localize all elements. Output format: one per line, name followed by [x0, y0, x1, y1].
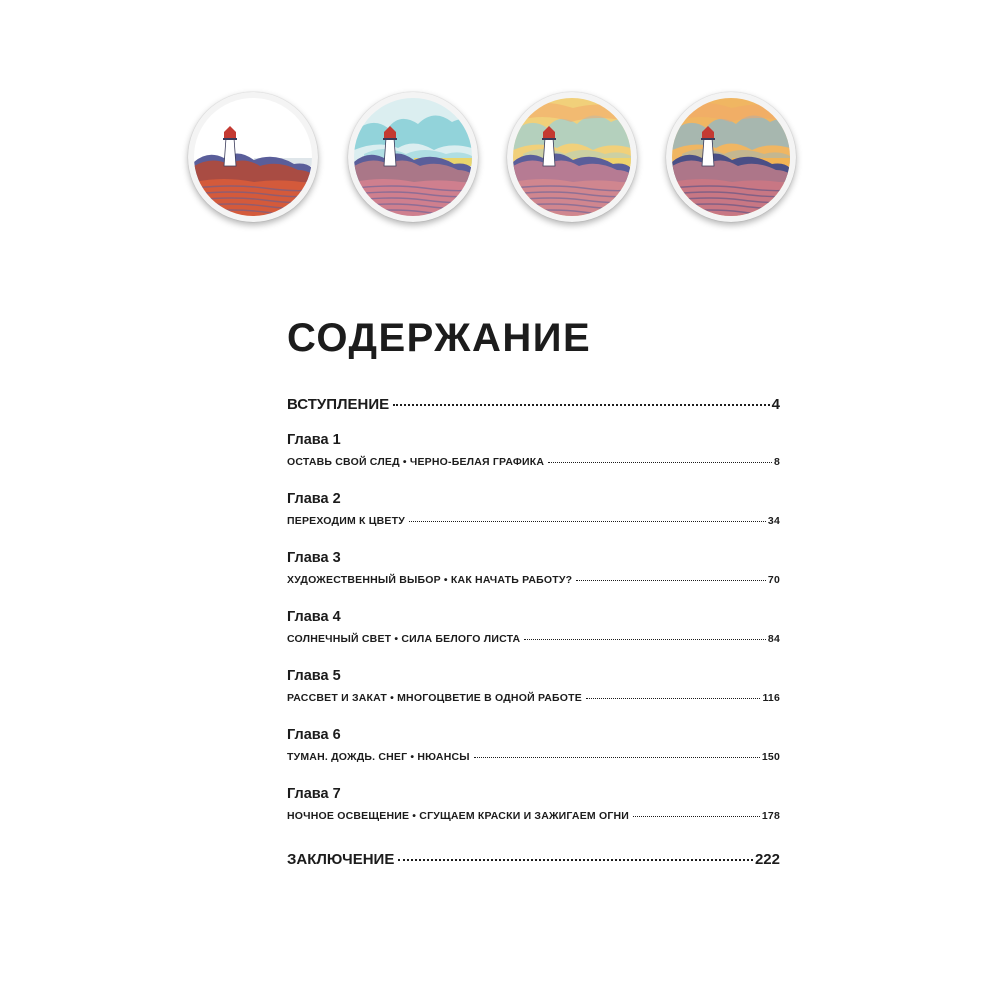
chapter-title: ХУДОЖЕСТВЕННЫЙ ВЫБОР • КАК НАЧАТЬ РАБОТУ? [287, 574, 573, 586]
chapter-title: СОЛНЕЧНЫЙ СВЕТ • СИЛА БЕЛОГО ЛИСТА [287, 633, 521, 645]
page-number: 8 [773, 456, 780, 468]
toc-entry-chapter-5[interactable] [287, 692, 780, 708]
dot-leader [524, 639, 766, 640]
dot-leader [474, 757, 760, 758]
lighthouse-lantern [543, 132, 555, 139]
page-number: 4 [771, 396, 780, 413]
toc-chapter-4 [287, 607, 780, 666]
chapter-label: Глава 4 [287, 609, 341, 625]
page-title: СОДЕРЖАНИЕ [287, 316, 592, 360]
page-number: 222 [754, 851, 780, 868]
toc-entry-intro[interactable] [287, 396, 780, 424]
chapter-label: Глава 1 [287, 432, 341, 448]
lighthouse-illustration-2 [348, 92, 478, 222]
lighthouse-tower [224, 138, 236, 166]
chapter-label: Глава 7 [287, 786, 341, 802]
toc-entry-chapter-4[interactable] [287, 633, 780, 649]
chapter-title: ТУМАН. ДОЖДЬ. СНЕГ • НЮАНСЫ [287, 751, 470, 763]
lighthouse-gallery [701, 138, 715, 140]
page-number: 116 [762, 692, 780, 704]
chapter-label: Глава 3 [287, 550, 341, 566]
toc-entry-label: ВСТУПЛЕНИЕ [287, 396, 390, 413]
table-of-contents [287, 396, 780, 879]
lighthouse-picture-3 [513, 98, 631, 216]
lighthouse-illustration-4 [666, 92, 796, 222]
toc-chapter-7 [287, 784, 780, 843]
toc-chapter-2 [287, 489, 780, 548]
lighthouse-picture-2 [354, 98, 472, 216]
illustration-row [0, 0, 1000, 240]
toc-chapter-1 [287, 430, 780, 489]
lighthouse-lantern [702, 132, 714, 139]
page-number: 70 [767, 574, 780, 586]
dot-leader [548, 462, 772, 463]
toc-entry-chapter-1[interactable] [287, 456, 780, 472]
dot-leader [633, 816, 760, 817]
dot-leader [398, 859, 753, 861]
lighthouse-tower [384, 138, 396, 166]
toc-entry-conclusion[interactable] [287, 851, 780, 879]
toc-chapter-3 [287, 548, 780, 607]
lighthouse-gallery [383, 138, 397, 140]
toc-entry-chapter-6[interactable] [287, 751, 780, 767]
lighthouse-lantern [384, 132, 396, 139]
dot-leader [409, 521, 766, 522]
toc-entry-chapter-3[interactable] [287, 574, 780, 590]
lighthouse-gallery [223, 138, 237, 140]
chapter-title: РАССВЕТ И ЗАКАТ • МНОГОЦВЕТИЕ В ОДНОЙ РАБОТЕ [287, 692, 582, 704]
chapter-label: Глава 5 [287, 668, 341, 684]
dot-leader [576, 580, 766, 581]
dot-leader [393, 404, 770, 406]
page-number: 150 [761, 751, 780, 763]
chapter-title: ОСТАВЬ СВОЙ СЛЕД • ЧЕРНО-БЕЛАЯ ГРАФИКА [287, 456, 545, 468]
lighthouse-gallery [542, 138, 556, 140]
toc-entry-chapter-7[interactable] [287, 810, 780, 826]
chapter-title: НОЧНОЕ ОСВЕЩЕНИЕ • СГУЩАЕМ КРАСКИ И ЗАЖИГАЕМ ОГНИ [287, 810, 630, 822]
toc-entry-chapter-2[interactable] [287, 515, 780, 531]
lighthouse-picture-1 [194, 98, 312, 216]
toc-chapter-5 [287, 666, 780, 725]
lighthouse-tower [543, 138, 555, 166]
lighthouse-lantern [224, 132, 236, 139]
chapter-label: Глава 2 [287, 491, 341, 507]
chapter-label: Глава 6 [287, 727, 341, 743]
lighthouse-tower [702, 138, 714, 166]
lighthouse-picture-4 [672, 98, 790, 216]
page-number: 34 [767, 515, 780, 527]
toc-chapter-6 [287, 725, 780, 784]
lighthouse-illustration-1 [188, 92, 318, 222]
chapter-title: ПЕРЕХОДИМ К ЦВЕТУ [287, 515, 405, 527]
lighthouse-illustration-3 [507, 92, 637, 222]
page-number: 84 [767, 633, 780, 645]
toc-entry-label: ЗАКЛЮЧЕНИЕ [287, 851, 395, 868]
dot-leader [586, 698, 761, 699]
page-number: 178 [761, 810, 780, 822]
